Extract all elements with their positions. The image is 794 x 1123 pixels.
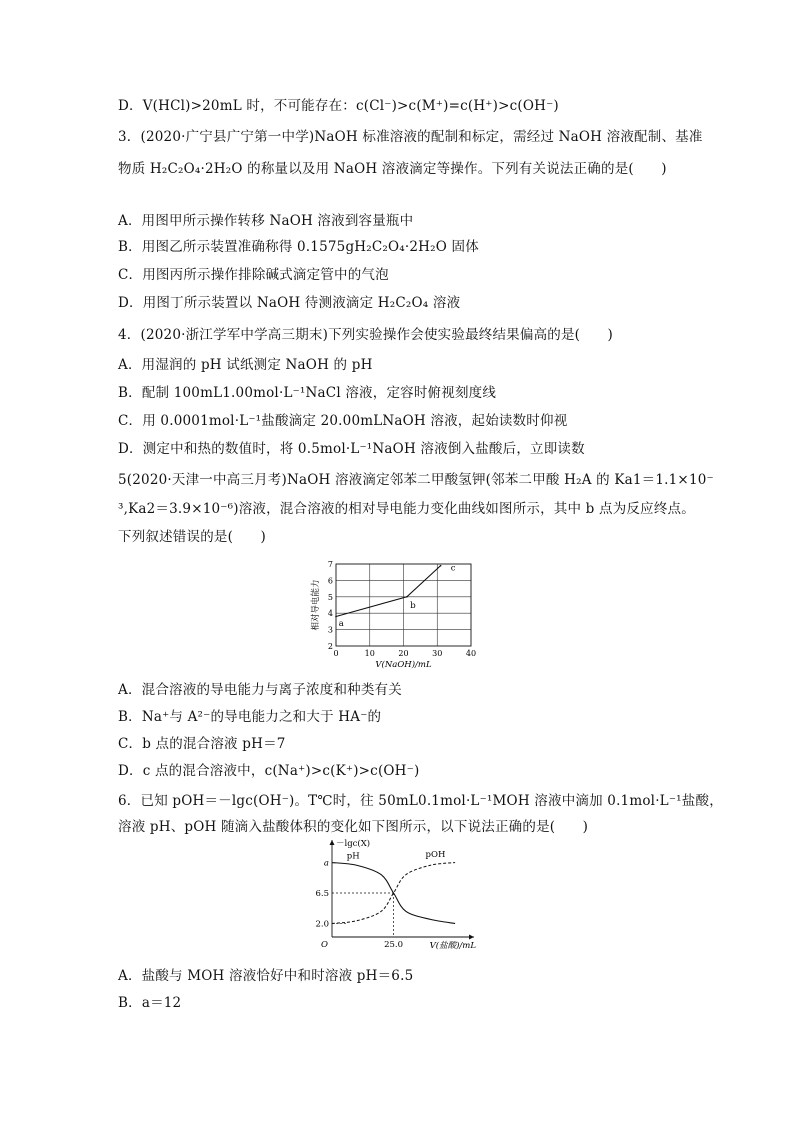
x-tick-label: 20 <box>398 649 409 658</box>
q5-option-b: B．Na⁺与 A²⁻的导电能力之和大于 HA⁻的 <box>118 709 382 725</box>
q2-option-d: D．V(HCl)>20mL 时，不可能存在：c(Cl⁻)>c(M⁺)=c(H⁺)>c(OH⁻) <box>118 98 559 114</box>
q6-stem-1: 6．已知 pOH＝－lgc(OH⁻)。T℃时，往 50mL0.1mol·L⁻¹MOH 溶液中滴加 0.1mol·L⁻¹盐酸， <box>118 793 723 809</box>
q3-option-b: B．用图乙所示装置准确称得 0.1575gH₂C₂O₄·2H₂O 固体 <box>118 239 479 255</box>
data-point <box>440 565 442 567</box>
y-tick-label: 6.5 <box>315 889 329 899</box>
x-axis-arrow <box>469 935 474 940</box>
conductivity-chart <box>308 558 488 670</box>
ph-series-label: pH <box>346 851 360 862</box>
y-axis-arrow <box>330 840 335 845</box>
x-axis-label: V(NaOH)/mL <box>375 660 432 670</box>
y-tick-label: 7 <box>327 560 333 569</box>
point-label-c: c <box>450 563 456 574</box>
q4-option-b: B．配制 100mL1.00mol·L⁻¹NaCl 溶液，定容时俯视刻度线 <box>118 385 497 401</box>
point-label-b: b <box>410 601 416 611</box>
q3-stem-2: 物质 H₂C₂O₄·2H₂O 的称量以及用 NaOH 溶液滴定等操作。下列有关说法正确的是( ) <box>118 161 667 177</box>
q4-option-a: A．用湿润的 pH 试纸测定 NaOH 的 pH <box>118 357 373 373</box>
data-point <box>335 616 337 618</box>
x-tick-label: 10 <box>364 649 375 658</box>
q5-stem-2: ³,Ka2＝3.9×10⁻⁶)溶液，混合溶液的相对导电能力变化曲线如图所示，其中 b 点为反应终点。 <box>118 501 695 517</box>
y-axis-label: 相对导电能力 <box>311 579 321 631</box>
q6-option-a: A．盐酸与 MOH 溶液恰好中和时溶液 pH＝6.5 <box>118 968 414 984</box>
y-tick-label: 2 <box>327 642 333 651</box>
x-tick-label: 40 <box>465 649 477 658</box>
y-tick-label: 4 <box>327 609 333 619</box>
q4-option-d: D．测定中和热的数值时，将 0.5mol·L⁻¹NaOH 溶液倒入盐酸后，立即读数 <box>118 441 585 457</box>
q5-stem-1: 5(2020·天津一中高三月考)NaOH 溶液滴定邻苯二甲酸氢钾(邻苯二甲酸 H₂A 的 Ka1＝1.1×10⁻ <box>118 472 714 488</box>
poh-series-label: pOH <box>425 850 446 861</box>
x-tick-label: 30 <box>432 649 443 658</box>
q3-option-c: C．用图丙所示操作排除碱式滴定管中的气泡 <box>118 267 389 283</box>
y-tick-label: a <box>323 858 329 869</box>
q3-stem-1: 3．(2020·广宁县广宁第一中学)NaOH 标准溶液的配制和标定，需经过 NaOH 溶液配制、基准 <box>118 129 703 145</box>
conductivity-line <box>336 566 441 617</box>
q5-option-a: A．混合溶液的导电能力与离子浓度和种类有关 <box>118 682 402 698</box>
y-axis-label: －lgc(X) <box>336 839 371 849</box>
ph-poh-chart <box>310 837 490 957</box>
q4-option-c: C．用 0.0001mol·L⁻¹盐酸滴定 20.00mLNaOH 溶液，起始读数时仰视 <box>118 413 568 429</box>
y-tick-label: 6 <box>327 576 333 586</box>
y-tick-label: 2.0 <box>315 919 329 930</box>
q3-option-d: D．用图丁所示装置以 NaOH 待测液滴定 H₂C₂O₄ 溶液 <box>118 295 461 311</box>
point-label-a: a <box>338 619 344 630</box>
origin-label: O <box>321 940 328 950</box>
x-tick-label: 25.0 <box>384 940 404 950</box>
q5-option-d: D．c 点的混合溶液中，c(Na⁺)>c(K⁺)>c(OH⁻) <box>118 763 420 779</box>
q6-stem-2: 溶液 pH、pOH 随滴入盐酸体积的变化如下图所示，以下说法正确的是( ) <box>118 819 589 835</box>
y-tick-label: 5 <box>327 592 333 602</box>
q4-stem: 4．(2020·浙江学军中学高三期末)下列实验操作会使实验最终结果偏高的是( ) <box>118 327 614 343</box>
y-tick-label: 3 <box>327 625 333 635</box>
q5-stem-3: 下列叙述错误的是( ) <box>118 529 266 545</box>
data-point <box>406 596 408 598</box>
q5-option-c: C．b 点的混合溶液 pH＝7 <box>118 736 286 752</box>
q6-option-b: B．a＝12 <box>118 995 182 1011</box>
x-tick-label: 0 <box>333 649 339 658</box>
x-axis-label: V(盐酸)/mL <box>429 941 476 951</box>
q3-option-a: A．用图甲所示操作转移 NaOH 溶液到容量瓶中 <box>118 213 414 229</box>
